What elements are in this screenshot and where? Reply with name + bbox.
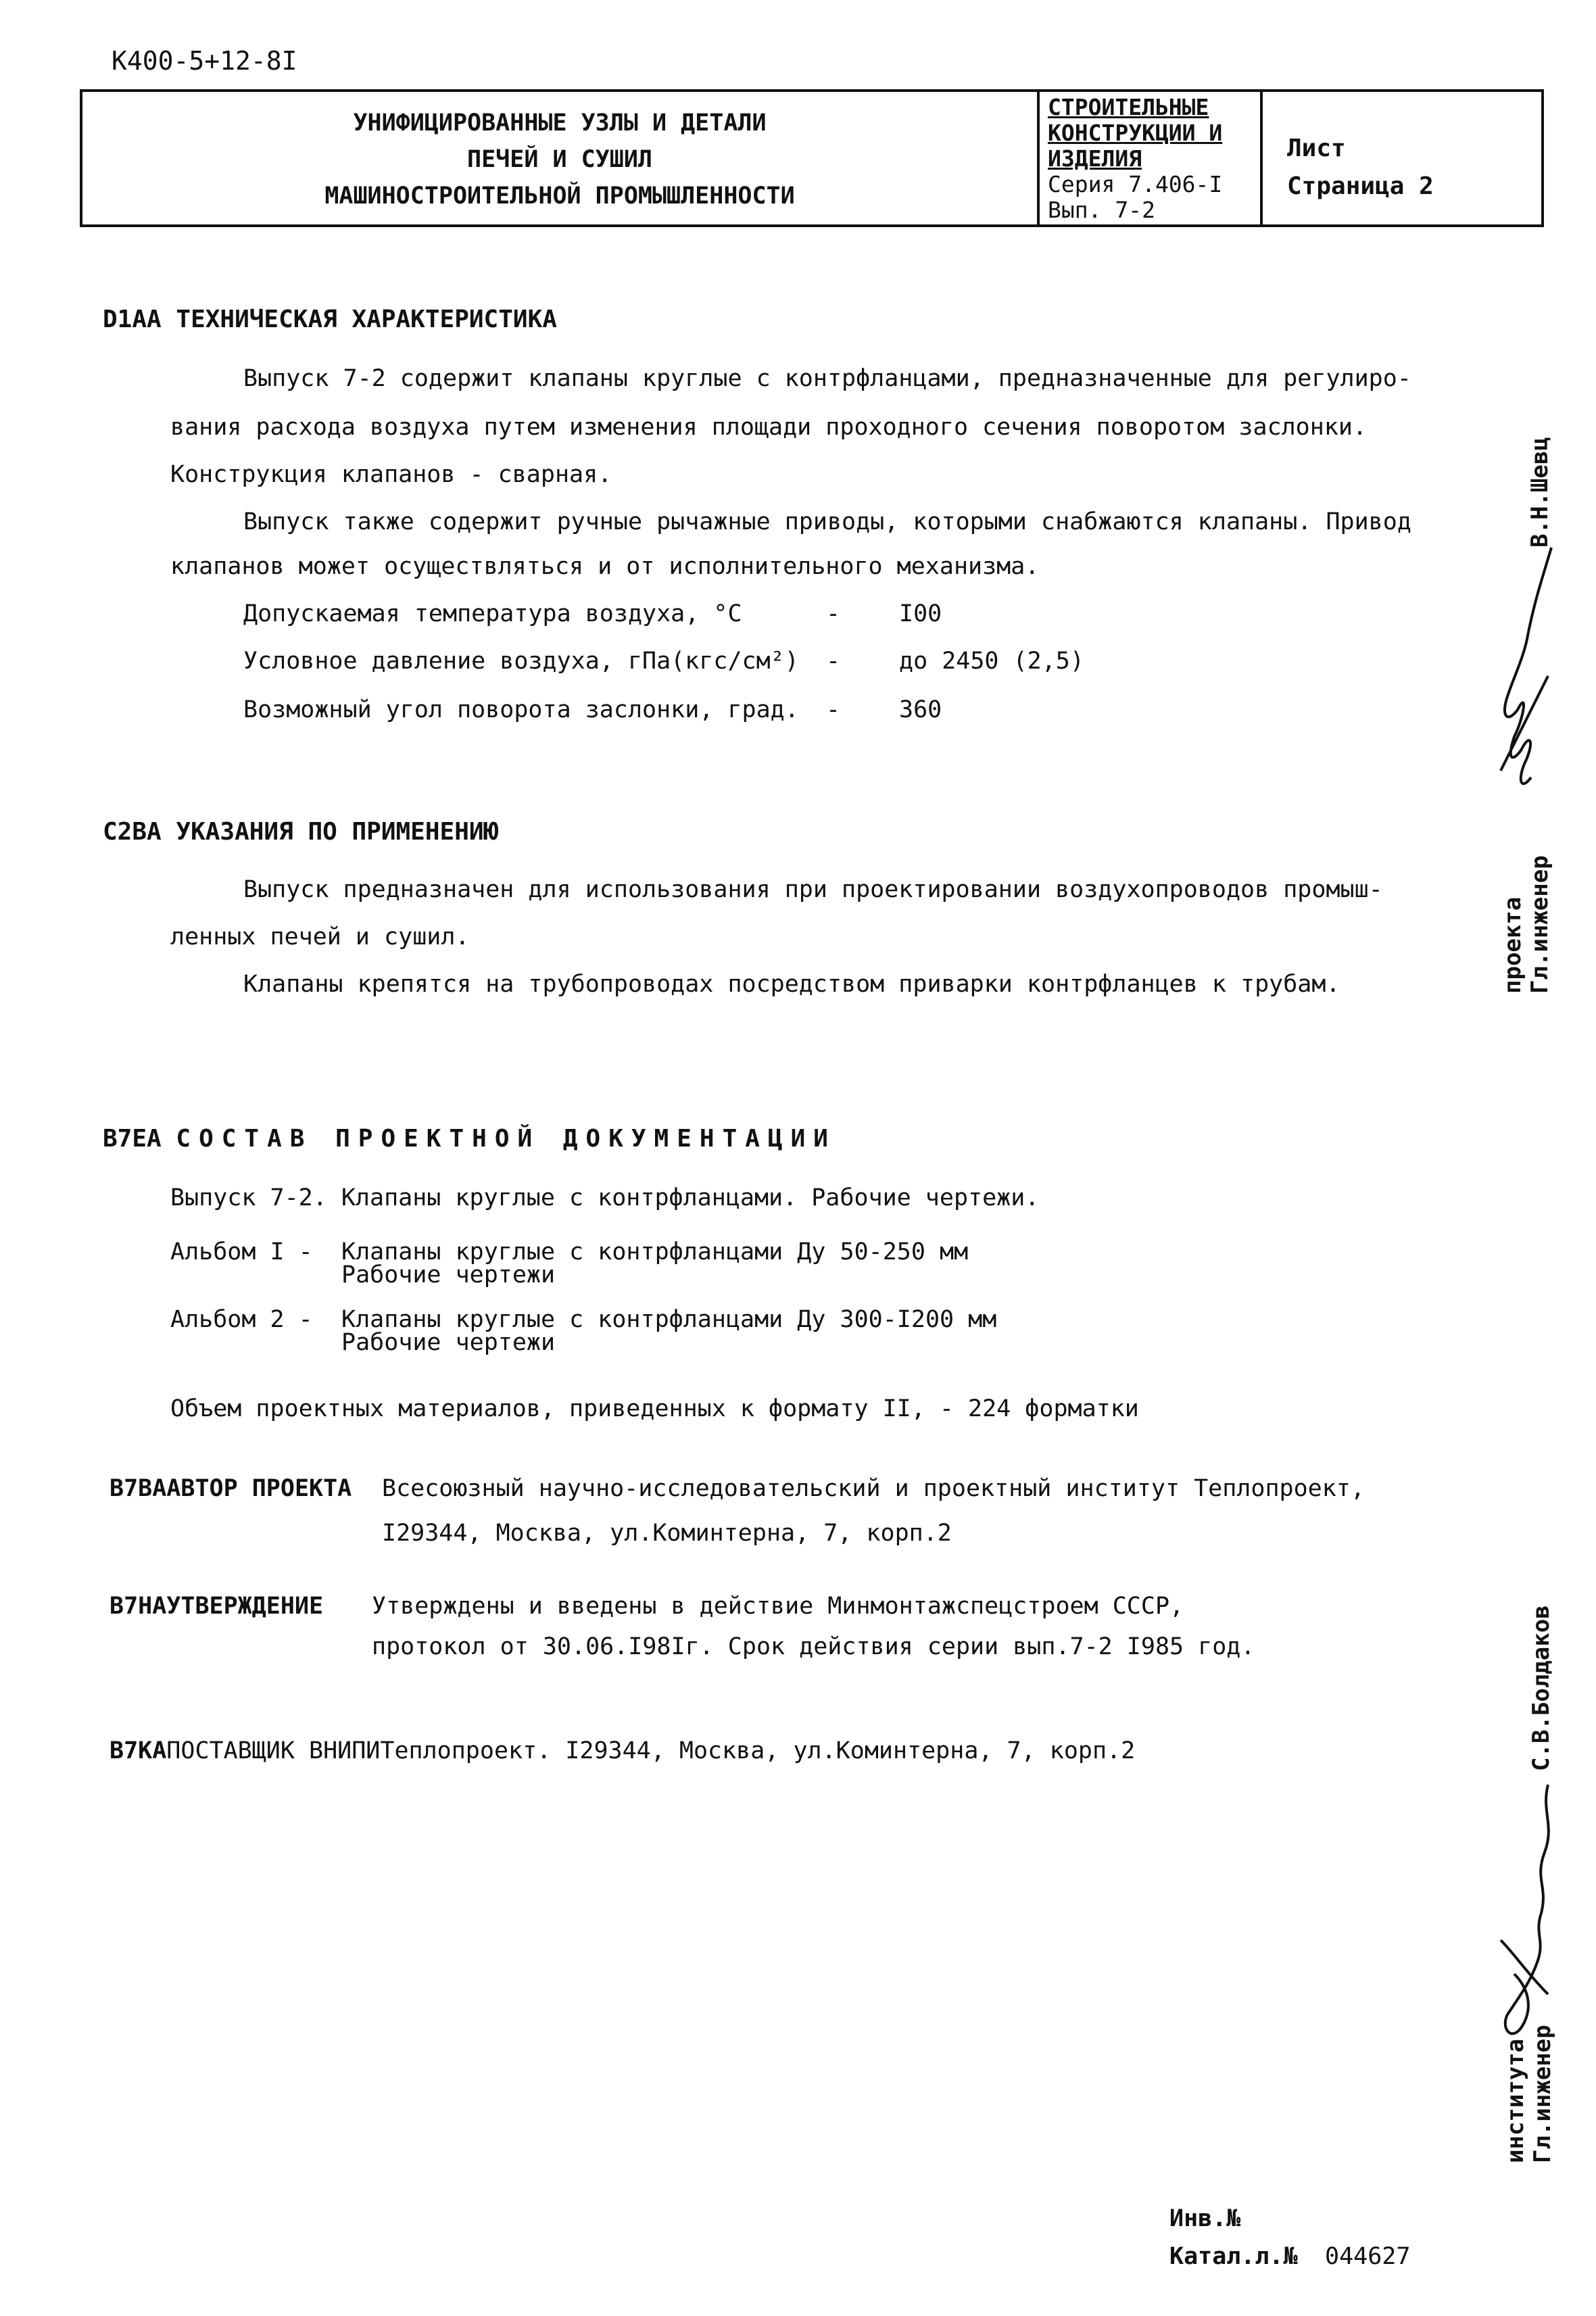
sheet-label: Лист [1287, 135, 1346, 162]
supplier-text: ПОСТАВЩИК ВНИПИТеплопроект. I29344, Москва, ул.Коминтерна, 7, корп.2 [166, 1737, 1136, 1764]
title-block-sheet [1263, 92, 1541, 224]
tech-p2-line1: Выпуск также содержит ручные рычажные приводы, которыми снабжаются клапаны. Привод [243, 508, 1411, 535]
tech-p2-line2: клапанов может осуществляться и от исполнительного механизма. [170, 553, 1040, 580]
usage-title: УКАЗАНИЯ ПО ПРИМЕНЕНИЮ [176, 818, 499, 846]
tech-heading [103, 306, 557, 333]
tech-row-label: Допускаемая температура воздуха, °С [243, 600, 742, 627]
signer-1-role-line2: проекта [1499, 896, 1526, 994]
usage-p2-line1: Клапаны крепятся на трубопроводах посредством приварки контрфланцев к трубам. [243, 971, 1340, 998]
album1-label: Альбом I - [170, 1238, 313, 1265]
page-label: Страница 2 [1287, 172, 1434, 200]
tech-row-label: Возможный угол поворота заслонки, град. [243, 696, 799, 723]
document-code: К400-5+12-8I [112, 46, 297, 76]
signer-1-role-line1: Гл.инженер [1526, 855, 1553, 994]
title-block-series [1040, 92, 1263, 224]
approval-label: УТВЕРЖДЕНИЕ [166, 1593, 324, 1620]
author-label: АВТОР ПРОЕКТА [166, 1475, 352, 1502]
usage-code: C2BA [103, 818, 162, 846]
usage-p1-line2: ленных печей и сушил. [170, 923, 470, 950]
signer-2-name: С.В.Болдаков [1528, 1605, 1555, 1771]
approval-heading [110, 1593, 323, 1620]
supplier-line [110, 1737, 1135, 1764]
signature-1 [1487, 541, 1568, 811]
album1-line2: Рабочие чертежи [341, 1261, 556, 1288]
tech-row-value: до 2450 (2,5) [899, 648, 1084, 675]
author-heading [110, 1475, 352, 1502]
tech-row-label: Условное давление воздуха, гПа(кгс/см²) [243, 648, 799, 675]
tech-row-dash: - [826, 600, 841, 627]
catalog-number: 044627 [1325, 2243, 1411, 2270]
composition-code: B7EA [103, 1125, 162, 1153]
composition-title: СОСТАВ ПРОЕКТНОЙ ДОКУМЕНТАЦИИ [176, 1125, 836, 1153]
issue-number: Вып. 7-2 [1048, 197, 1155, 223]
album1-line1: Клапаны круглые с контрфланцами Ду 50-250 мм [341, 1238, 969, 1265]
supplier-code: B7KA [110, 1737, 167, 1764]
approval-line1: Утверждены и введены в действие Минмонтажспецстроем СССР, [372, 1593, 1184, 1620]
composition-heading [103, 1125, 836, 1153]
signer-2-role-line2: института [1502, 2038, 1529, 2163]
signer-2-role-line1: Гл.инженер [1529, 2025, 1556, 2163]
tech-code: D1AA [103, 306, 162, 333]
tech-p1-line1: Выпуск 7-2 содержит клапаны круглые с контрфланцами, предназначенные для регулиро- [243, 365, 1411, 392]
tech-row-value: 360 [899, 696, 942, 723]
tech-p1-line3: Конструкция клапанов - сварная. [170, 461, 612, 488]
category-line-3: ИЗДЕЛИЯ [1048, 145, 1142, 172]
author-line1: Всесоюзный научно-исследовательский и проектный институт Теплопроект, [382, 1475, 1365, 1502]
approval-line2: протокол от 30.06.I98Iг. Срок действия серии вып.7-2 I985 год. [372, 1633, 1255, 1660]
composition-volume: Объем проектных материалов, приведенных к формату II, - 224 форматки [170, 1395, 1139, 1422]
inventory-label: Инв.№ [1169, 2205, 1241, 2232]
signer-1-name: В.Н.Шевц [1526, 437, 1553, 548]
composition-line1: Выпуск 7-2. Клапаны круглые с контрфланцами. Рабочие чертежи. [170, 1184, 1040, 1211]
title-block [80, 89, 1544, 227]
tech-row-dash: - [826, 696, 841, 723]
tech-row-dash: - [826, 648, 841, 675]
title-line-1: УНИФИЦИРОВАННЫЕ УЗЛЫ И ДЕТАЛИ [353, 110, 767, 137]
title-line-2: ПЕЧЕЙ И СУШИЛ [467, 146, 652, 173]
tech-row-value: I00 [899, 600, 942, 627]
title-block-title [82, 92, 1040, 224]
usage-p1-line1: Выпуск предназначен для использования при проектировании воздухопроводов промыш- [243, 876, 1383, 903]
author-line2: I29344, Москва, ул.Коминтерна, 7, корп.2 [382, 1520, 952, 1547]
approval-code: B7HA [110, 1593, 167, 1620]
author-code: B7BA [110, 1475, 167, 1502]
category-line-1: СТРОИТЕЛЬНЫЕ [1048, 94, 1209, 120]
title-line-3: МАШИНОСТРОИТЕЛЬНОЙ ПРОМЫШЛЕННОСТИ [324, 183, 795, 210]
series-number: Серия 7.406-I [1048, 171, 1223, 197]
signature-2 [1480, 1771, 1568, 2055]
tech-p1-line2: вания расхода воздуха путем изменения площади проходного сечения поворотом заслонки. [170, 414, 1368, 441]
album2-label: Альбом 2 - [170, 1306, 313, 1333]
album2-line1: Клапаны круглые с контрфланцами Ду 300-I200 мм [341, 1306, 997, 1333]
category-line-2: КОНСТРУКЦИИ И [1048, 120, 1223, 146]
usage-heading [103, 818, 498, 846]
catalog-label: Катал.л.№ [1169, 2243, 1298, 2270]
tech-title: ТЕХНИЧЕСКАЯ ХАРАКТЕРИСТИКА [176, 306, 557, 333]
album2-line2: Рабочие чертежи [341, 1329, 556, 1356]
